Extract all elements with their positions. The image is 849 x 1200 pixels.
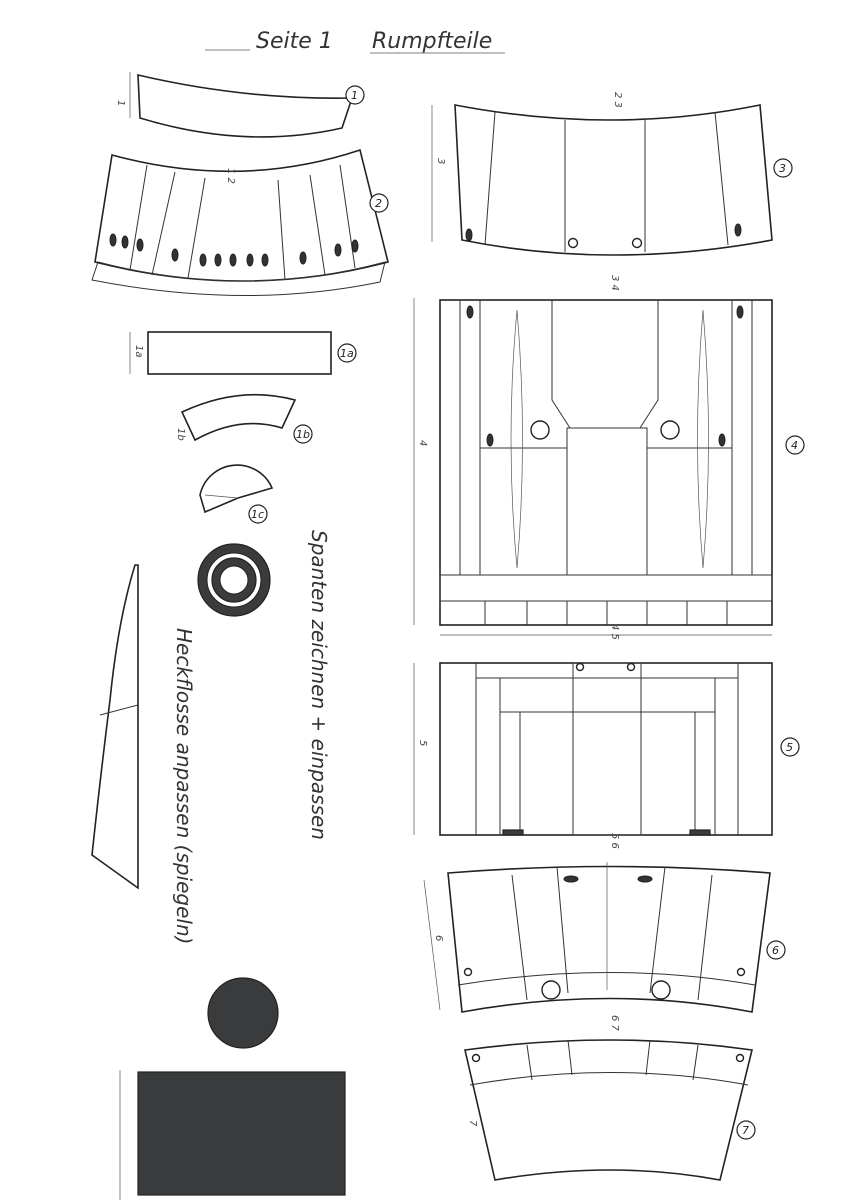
part-4-right-spindle bbox=[698, 310, 709, 568]
part-2-slot bbox=[300, 252, 306, 264]
page-label: Seite 1 bbox=[256, 29, 333, 54]
part-3-number: 3 bbox=[779, 162, 786, 175]
part-1a bbox=[130, 332, 356, 374]
part-1-number: 1 bbox=[351, 89, 358, 102]
part-6-inner-arc bbox=[458, 973, 755, 986]
part-5-bottom-dim-label: 5 6 bbox=[609, 833, 620, 849]
part-1c-inner-line bbox=[205, 495, 238, 498]
part-6-large-hole bbox=[542, 981, 560, 999]
part-3 bbox=[432, 92, 792, 255]
part-7-outline bbox=[465, 1040, 752, 1180]
part-1-dim-label: 1 bbox=[115, 100, 126, 107]
part-2-top-dim: 1 2 bbox=[225, 168, 236, 184]
solid-disk bbox=[208, 978, 278, 1048]
part-6-seg bbox=[698, 875, 712, 1000]
solid-panel-rect bbox=[138, 1072, 345, 1195]
part-6-hole bbox=[465, 969, 472, 976]
part-2-slot bbox=[262, 254, 268, 266]
part-4-slot bbox=[737, 306, 743, 318]
part-4-bottom-strip bbox=[440, 575, 772, 601]
part-1b-dim-label: 1b bbox=[175, 428, 186, 441]
part-3-seg bbox=[715, 112, 728, 245]
part-3-side-dim-label: 3 bbox=[435, 158, 446, 165]
tail-fin bbox=[92, 565, 138, 888]
part-7-inner-arc bbox=[470, 1073, 748, 1086]
part-7-hole bbox=[737, 1055, 744, 1062]
part-1c bbox=[200, 465, 272, 523]
part-5-side-dim-label: 5 bbox=[417, 740, 428, 747]
part-4-slot bbox=[467, 306, 473, 318]
part-2-slot bbox=[230, 254, 236, 266]
part-2-slot bbox=[122, 236, 128, 248]
part-2-seg-6 bbox=[340, 165, 355, 268]
part-4-center-cutout bbox=[552, 300, 658, 428]
part-7-seg bbox=[568, 1040, 572, 1075]
part-7-seg bbox=[527, 1045, 532, 1080]
solid-panel bbox=[120, 1070, 345, 1200]
part-4 bbox=[414, 275, 804, 640]
part-2-slot bbox=[110, 234, 116, 246]
part-4-bottom-dim-label: 4 5 bbox=[609, 624, 620, 640]
part-3-slot bbox=[466, 229, 472, 241]
part-7-seg bbox=[693, 1045, 698, 1080]
part-1c-number: 1c bbox=[251, 508, 265, 521]
part-1-outline bbox=[138, 75, 352, 137]
part-6-slot bbox=[564, 876, 578, 882]
part-2-slot bbox=[352, 240, 358, 252]
part-6-bottom-dim-label: 6 7 bbox=[609, 1015, 620, 1031]
part-5-center-strip bbox=[573, 663, 641, 835]
tail-fin-outline bbox=[92, 565, 138, 888]
part-6-slot bbox=[638, 876, 652, 882]
part-2-slot bbox=[200, 254, 206, 266]
note-spanten: Spanten zeichnen + einpassen bbox=[307, 530, 331, 840]
part-6-number: 6 bbox=[772, 944, 779, 957]
part-2-slot bbox=[137, 239, 143, 251]
part-7-seg bbox=[646, 1040, 650, 1075]
part-5 bbox=[414, 663, 799, 849]
part-1b-number: 1b bbox=[296, 428, 310, 441]
part-5-tab bbox=[503, 830, 523, 835]
part-7 bbox=[465, 1040, 755, 1180]
part-2-slot bbox=[172, 249, 178, 261]
part-4-slot bbox=[719, 434, 725, 446]
part-4-hole bbox=[661, 421, 679, 439]
part-2-seg-2 bbox=[152, 172, 175, 275]
part-6-hole bbox=[738, 969, 745, 976]
part-5-hole bbox=[577, 664, 584, 671]
part-2-slot bbox=[215, 254, 221, 266]
part-4-number: 4 bbox=[791, 439, 798, 452]
part-2-slot bbox=[247, 254, 253, 266]
part-2-seg-5 bbox=[310, 175, 325, 275]
part-3-slot bbox=[735, 224, 741, 236]
part-4-hole bbox=[531, 421, 549, 439]
part-2-seg-4 bbox=[278, 180, 285, 280]
part-5-outline bbox=[440, 663, 772, 835]
part-3-hole bbox=[569, 239, 578, 248]
part-2-slot bbox=[335, 244, 341, 256]
ring-part bbox=[198, 544, 270, 616]
part-6-large-hole bbox=[652, 981, 670, 999]
part-2-number: 2 bbox=[375, 197, 382, 210]
part-5-hole bbox=[628, 664, 635, 671]
part-2-seg-1 bbox=[130, 165, 147, 270]
part-7-side-dim-label: 7 bbox=[467, 1120, 478, 1127]
part-7-hole bbox=[473, 1055, 480, 1062]
part-6 bbox=[424, 862, 785, 1032]
part-1a-outline bbox=[148, 332, 331, 374]
part-4-slot bbox=[487, 434, 493, 446]
part-4-side-dim-label: 4 bbox=[417, 440, 428, 447]
header bbox=[205, 29, 505, 54]
part-2 bbox=[92, 150, 388, 296]
part-5-tab bbox=[690, 830, 710, 835]
part-7-number: 7 bbox=[742, 1124, 749, 1137]
part-6-side-dim bbox=[424, 880, 440, 1010]
part-5-number: 5 bbox=[786, 741, 793, 754]
part-6-side-dim-label: 6 bbox=[433, 935, 444, 942]
part-3-outline bbox=[455, 105, 772, 255]
part-3-seg bbox=[485, 112, 495, 245]
note-heckflosse: Heckflosse anpassen (spiegeln) bbox=[172, 628, 196, 945]
tail-fin-hinge-line bbox=[100, 705, 138, 715]
part-6-outline bbox=[448, 867, 770, 1013]
part-1b bbox=[175, 395, 312, 443]
part-4-center-box bbox=[567, 428, 647, 575]
ring-hole bbox=[220, 566, 248, 594]
part-1 bbox=[115, 72, 364, 137]
part-3-top-dim: 2 3 bbox=[612, 92, 623, 108]
part-3-hole bbox=[633, 239, 642, 248]
part-4-outline bbox=[440, 300, 772, 625]
part-2-bottom-band bbox=[92, 262, 385, 296]
part-4-left-spindle bbox=[511, 310, 523, 568]
page-subject: Rumpfteile bbox=[372, 29, 493, 54]
part-6-seg bbox=[512, 875, 527, 1000]
part-4-top-dim: 3 4 bbox=[609, 275, 620, 291]
part-1a-number: 1a bbox=[340, 347, 354, 360]
part-1b-outline bbox=[182, 395, 295, 440]
part-1a-dim-label: 1a bbox=[133, 345, 144, 358]
